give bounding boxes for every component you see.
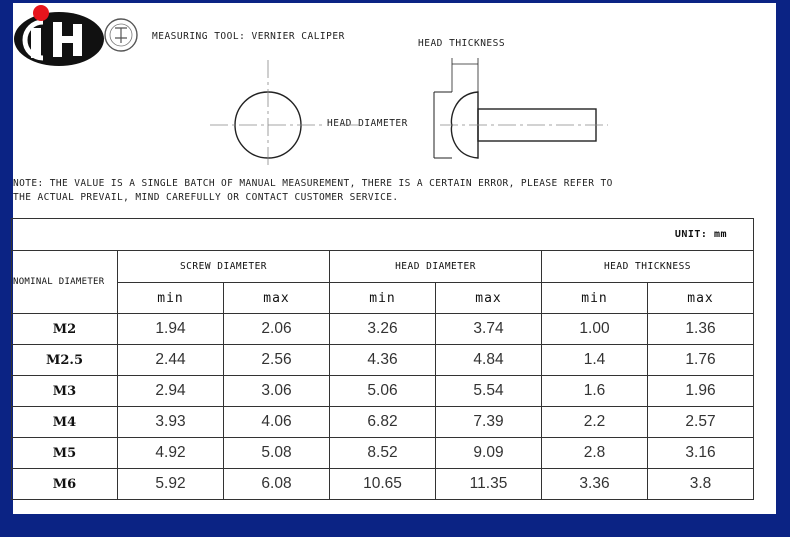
rivet-drawing — [190, 50, 610, 170]
value-cell: 6.82 — [330, 407, 436, 438]
sub-header: min — [330, 283, 436, 314]
value-cell: 3.8 — [648, 469, 754, 500]
nominal-diameter-header: NOMINAL DIAMETER — [12, 251, 118, 314]
head-diameter-header: HEAD DIAMETER — [330, 251, 542, 283]
value-cell: 5.54 — [436, 376, 542, 407]
quality-seal-icon — [102, 16, 140, 54]
value-cell: 2.8 — [542, 438, 648, 469]
value-cell: 3.36 — [542, 469, 648, 500]
head-thickness-header: HEAD THICKNESS — [542, 251, 754, 283]
size-cell: M5 — [12, 438, 118, 469]
value-cell: 3.26 — [330, 314, 436, 345]
value-cell: 4.84 — [436, 345, 542, 376]
value-cell: 11.35 — [436, 469, 542, 500]
note-line-1: NOTE: THE VALUE IS A SINGLE BATCH OF MANUAL MEASUREMENT, THERE IS A CERTAIN ERROR, PLEASE REFER TO — [13, 178, 613, 189]
value-cell: 3.16 — [648, 438, 754, 469]
value-cell: 1.94 — [118, 314, 224, 345]
measuring-tool-label: MEASURING TOOL: VERNIER CALIPER — [152, 31, 345, 42]
value-cell: 10.65 — [330, 469, 436, 500]
top-bar — [0, 0, 790, 3]
value-cell: 2.94 — [118, 376, 224, 407]
value-cell: 4.36 — [330, 345, 436, 376]
value-cell: 3.06 — [224, 376, 330, 407]
size-cell: M3 — [12, 376, 118, 407]
table-row — [12, 345, 754, 376]
size-cell: M6 — [12, 469, 118, 500]
value-cell: 3.74 — [436, 314, 542, 345]
sub-header: max — [436, 283, 542, 314]
measurement-note — [13, 177, 713, 205]
value-cell: 5.92 — [118, 469, 224, 500]
value-cell: 3.93 — [118, 407, 224, 438]
value-cell: 4.06 — [224, 407, 330, 438]
size-cell: M2 — [12, 314, 118, 345]
value-cell: 7.39 — [436, 407, 542, 438]
table-row — [12, 469, 754, 500]
table-row — [12, 314, 754, 345]
unit-cell: UNIT: mm — [12, 219, 754, 251]
value-cell: 1.00 — [542, 314, 648, 345]
value-cell: 9.09 — [436, 438, 542, 469]
value-cell: 1.4 — [542, 345, 648, 376]
size-cell: M4 — [12, 407, 118, 438]
sub-header: max — [224, 283, 330, 314]
head-thickness-label: HEAD THICKNESS — [418, 38, 506, 49]
sub-header: min — [542, 283, 648, 314]
head-diameter-label: HEAD DIAMETER — [327, 118, 408, 129]
table-row — [12, 407, 754, 438]
value-cell: 5.06 — [330, 376, 436, 407]
screw-diameter-header: SCREW DIAMETER — [118, 251, 330, 283]
value-cell: 2.44 — [118, 345, 224, 376]
value-cell: 2.57 — [648, 407, 754, 438]
brand-logo — [3, 2, 107, 68]
value-cell: 1.36 — [648, 314, 754, 345]
table-row — [12, 438, 754, 469]
value-cell: 8.52 — [330, 438, 436, 469]
sub-header: min — [118, 283, 224, 314]
value-cell: 1.76 — [648, 345, 754, 376]
value-cell: 5.08 — [224, 438, 330, 469]
table-row — [12, 376, 754, 407]
value-cell: 4.92 — [118, 438, 224, 469]
size-cell: M2.5 — [12, 345, 118, 376]
value-cell: 2.2 — [542, 407, 648, 438]
value-cell: 2.56 — [224, 345, 330, 376]
value-cell: 2.06 — [224, 314, 330, 345]
spec-table — [11, 218, 754, 500]
note-line-2: THE ACTUAL PREVAIL, MIND CAREFULLY OR CONTACT CUSTOMER SERVICE. — [13, 192, 399, 203]
sub-header: max — [648, 283, 754, 314]
value-cell: 6.08 — [224, 469, 330, 500]
value-cell: 1.6 — [542, 376, 648, 407]
value-cell: 1.96 — [648, 376, 754, 407]
